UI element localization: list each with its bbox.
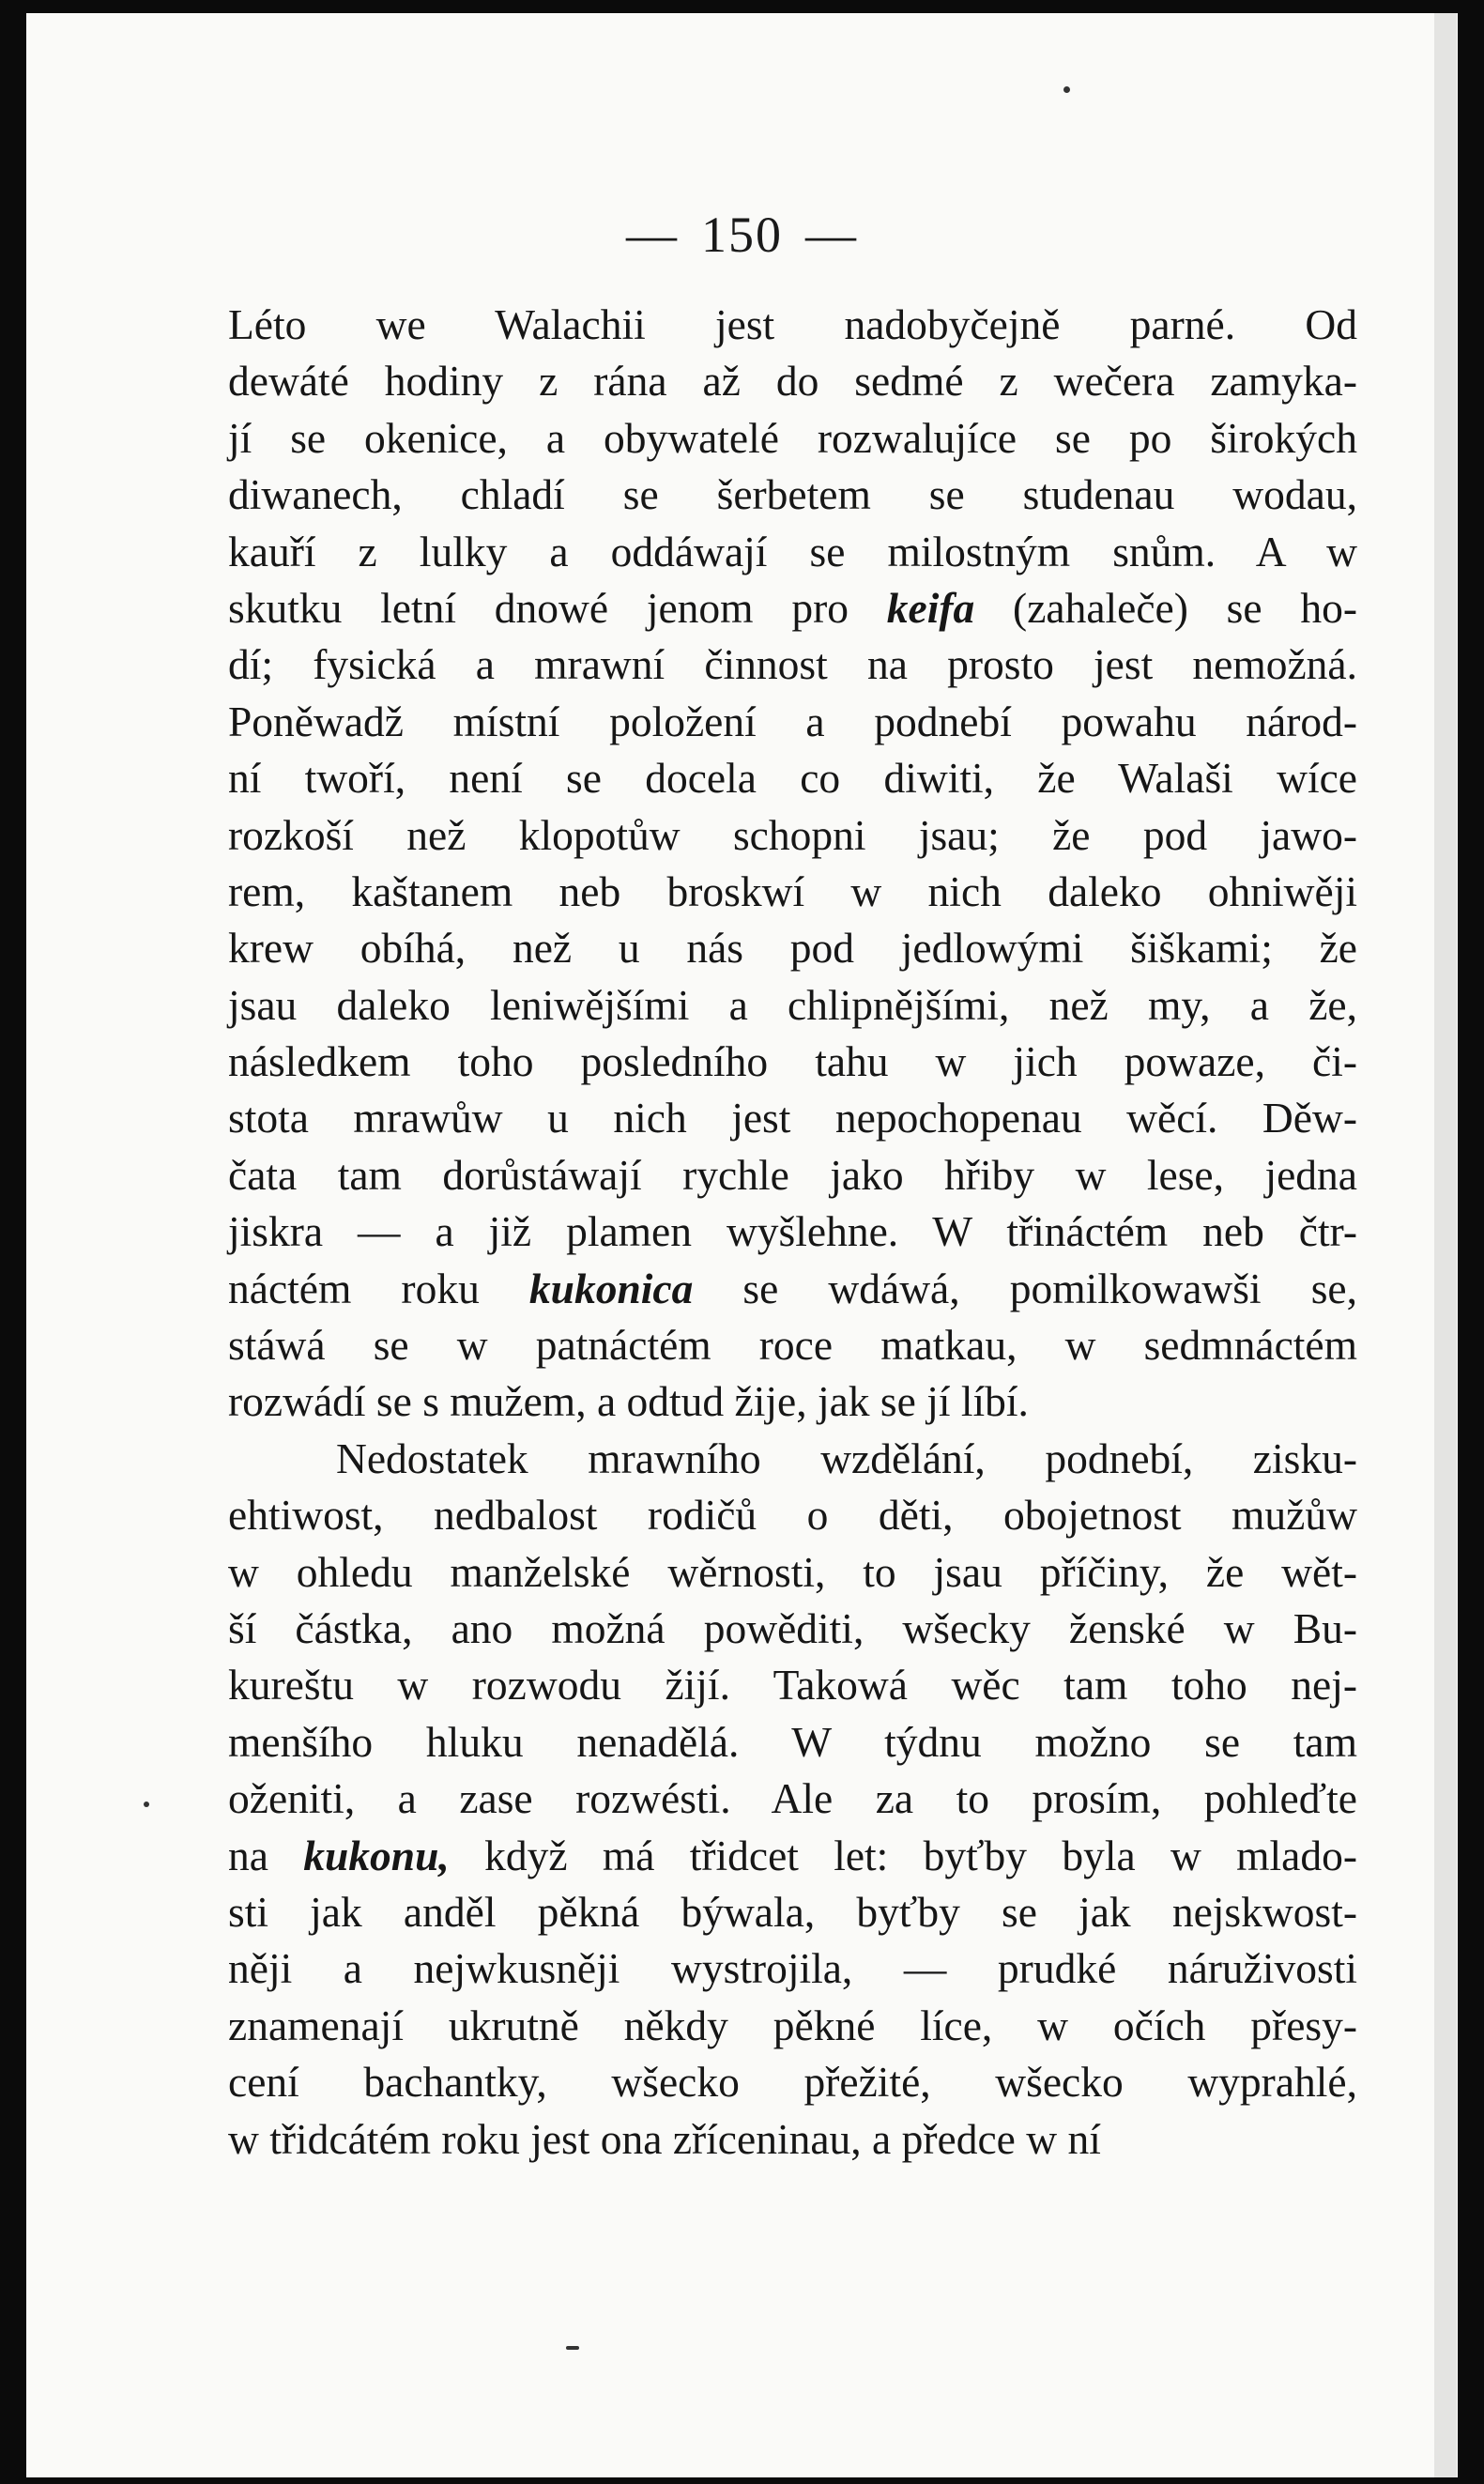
adjacent-page-edge — [1434, 13, 1457, 2477]
text-segment: na — [228, 1831, 304, 1879]
text-line: oženiti, a zase rozwésti. Ale za to prosím, pohleďte — [228, 1774, 1357, 1823]
text-line: znamenají ukrutně někdy pěkné líce, w očích přesy- — [228, 2001, 1357, 2049]
text-line: menšího hluku nenadělá. W týdnu možno se tam — [228, 1717, 1357, 1766]
text-line: ší částka, ano možná powěditi, wšecky ženské w Bu- — [228, 1603, 1357, 1652]
italic-word: kukonica — [528, 1264, 694, 1312]
text-line: něji a nejwkusněji wystrojila, — prudké náruživosti — [228, 1944, 1357, 1993]
text-line: ehtiwost, nedbalost rodičů o děti, obojetnost mužůw — [228, 1491, 1357, 1540]
text-line — [228, 1828, 1357, 1884]
text-line: následkem toho posledního tahu w jich powaze, či- — [228, 1037, 1357, 1086]
text-segment: náctém roku — [228, 1264, 529, 1312]
italic-word: kukonu, — [303, 1831, 450, 1879]
text-line: stáwá se w patnáctém roce matkau, w sedmnáctém — [228, 1321, 1357, 1370]
text-line: Léto we Walachii jest nadobyčejně parné. Od — [228, 300, 1357, 348]
text-line — [228, 1261, 1357, 1317]
text-line: kureštu w rozwodu žijí. Takowá wěc tam toho nej- — [228, 1661, 1357, 1710]
text-line: dewáté hodiny z rána až do sedmé z wečera zamyka- — [228, 357, 1357, 406]
text-line: jsau daleko leniwějšími a chlipnějšími, než my, a že, — [228, 980, 1357, 1029]
text-line: rozkoší než klopotůw schopni jsau; že pod jawo- — [228, 810, 1357, 859]
text-segment: když má třidcet let: byťby byla w mlado- — [449, 1831, 1357, 1879]
text-line: jiskra — a již plamen wyšlehne. W třináctém neb čtr- — [228, 1207, 1357, 1256]
text-segment: (zahaleče) se ho- — [974, 583, 1357, 632]
text-line — [228, 580, 1357, 636]
italic-word: keifa — [886, 583, 975, 632]
body-text — [228, 297, 1357, 2168]
text-line: krew obíhá, než u nás pod jedlowými šiškami; že — [228, 924, 1357, 973]
text-segment: se wdáwá, pomilkowawši se, — [693, 1264, 1357, 1312]
header-dash-left: — — [626, 207, 679, 263]
header-dash-right: — — [805, 207, 858, 263]
text-line: Nedostatek mrawního wzdělání, podnebí, zisku- — [336, 1434, 1357, 1482]
text-line: dí; fysická a mrawní činnost na prosto jest nemožná. — [228, 640, 1357, 689]
page-number: 150 — [701, 207, 783, 263]
paper-speck — [566, 2346, 579, 2350]
text-line: Poněwadž místní položení a podnebí powahu národ- — [228, 697, 1357, 745]
text-line: rem, kaštanem neb broskwí w nich daleko ohniwěji — [228, 866, 1357, 915]
paper-speck — [1063, 86, 1070, 93]
text-line: čata tam dorůstáwají rychle jako hřiby w lese, jedna — [228, 1150, 1357, 1199]
text-line: w třidcátém roku jest ona zříceninau, a předce w ní — [228, 2114, 1101, 2163]
text-line: ní twoří, není se docela co diwiti, že Walaši wíce — [228, 754, 1357, 803]
text-segment: skutku letní dnowé jenom pro — [228, 583, 887, 632]
text-line: cení bachantky, wšecko přežité, wšecko wyprahlé, — [228, 2058, 1357, 2107]
text-line: sti jak anděl pěkná býwala, byťby se jak nejskwost- — [228, 1887, 1357, 1936]
text-line: kauří z lulky a oddáwají se milostným snům. A w — [228, 527, 1357, 575]
text-line: diwanech, chladí se šerbetem se studenau wodau, — [228, 470, 1357, 519]
text-line: w ohledu manželské wěrnosti, to jsau příčiny, že wět- — [228, 1547, 1357, 1596]
book-page — [26, 13, 1458, 2477]
paper-speck — [144, 1802, 149, 1807]
text-line: jí se okenice, a obywatelé rozwalujíce se po širokých — [228, 413, 1357, 462]
text-line: rozwádí se s mužem, a odtud žije, jak se jí líbí. — [228, 1377, 1029, 1426]
page-header — [26, 206, 1458, 264]
text-line: stota mrawůw u nich jest nepochopenau wěcí. Děw- — [228, 1094, 1357, 1142]
